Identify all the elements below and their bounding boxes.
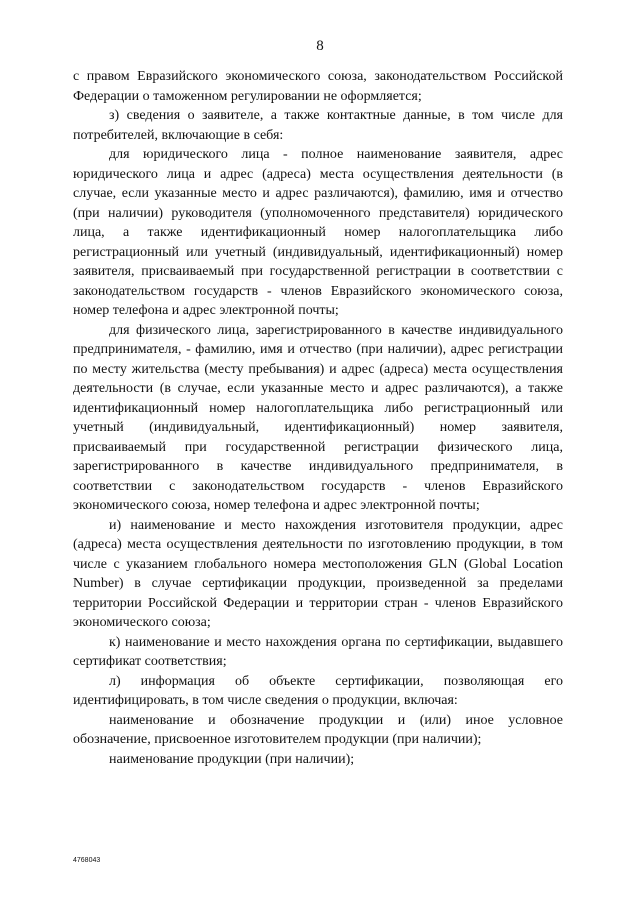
document-body <box>73 67 563 769</box>
page-number: 8 <box>316 38 324 54</box>
paragraph-product-name-designation: наименование и обозначение продукции и (или) иное условное обозначение, присвоенное изготовителем продукции (при наличии); <box>73 712 563 747</box>
paragraph-product-name: наименование продукции (при наличии); <box>109 751 355 767</box>
document-code: 4768043 <box>73 857 101 864</box>
paragraph-legal-entity: для юридического лица - полное наименование заявителя, адрес юридического лица и адрес (адреса) места осуществления деятельности (в случае, если указанные место и адрес различаются), фамилию, имя и отчество (при наличии) руководителя (уполномоченного представителя) юридического лица, а также идентификационный номер налогоплательщика либо регистрационный или учетный (индивидуальный, идентификационный) номер заявителя, присваиваемый при государственной регистрации в соответствии с законодательством государств - членов Евразийского экономического союза, номер телефона и адрес электронной почты; <box>73 147 563 318</box>
paragraph-item-i: и) наименование и место нахождения изготовителя продукции, адрес (адреса) места осуществления деятельности по изготовлению продукции, в том числе с указанием глобального номера местоположения GLN (Global Location Number) в случае сертификации продукции, произведенной за пределами территории Российской Федерации и территории стран - членов Евразийского экономического союза; <box>73 517 563 630</box>
paragraph-individual-entrepreneur: для физического лица, зарегистрированного в качестве индивидуального предпринимателя, - фамилию, имя и отчество (при наличии), адрес регистрации по месту жительства (месту пребывания) и адрес (адреса) места осуществления деятельности (в случае, если указанные место и адрес различаются), а также идентификационный номер налогоплательщика либо регистрационный или учетный (индивидуальный, идентификационный) номер заявителя, присваиваемый при государственной регистрации физического лица, зарегистрированного в качестве индивидуального предпринимателя, в соответствии с законодательством государств - членов Евразийского экономического союза, номер телефона и адрес электронной почты; <box>73 322 563 513</box>
paragraph-item-z: з) сведения о заявителе, а также контактные данные, в том числе для потребителей, включающие в себя: <box>73 108 563 143</box>
paragraph-continuation: с правом Евразийского экономического союза, законодательством Российской Федерации о таможенном регулировании не оформляется; <box>73 69 563 104</box>
paragraph-item-k: к) наименование и место нахождения органа по сертификации, выдавшего сертификат соответствия; <box>73 634 563 669</box>
paragraph-item-l: л) информация об объекте сертификации, позволяющая его идентифицировать, в том числе сведения о продукции, включая: <box>73 673 563 708</box>
